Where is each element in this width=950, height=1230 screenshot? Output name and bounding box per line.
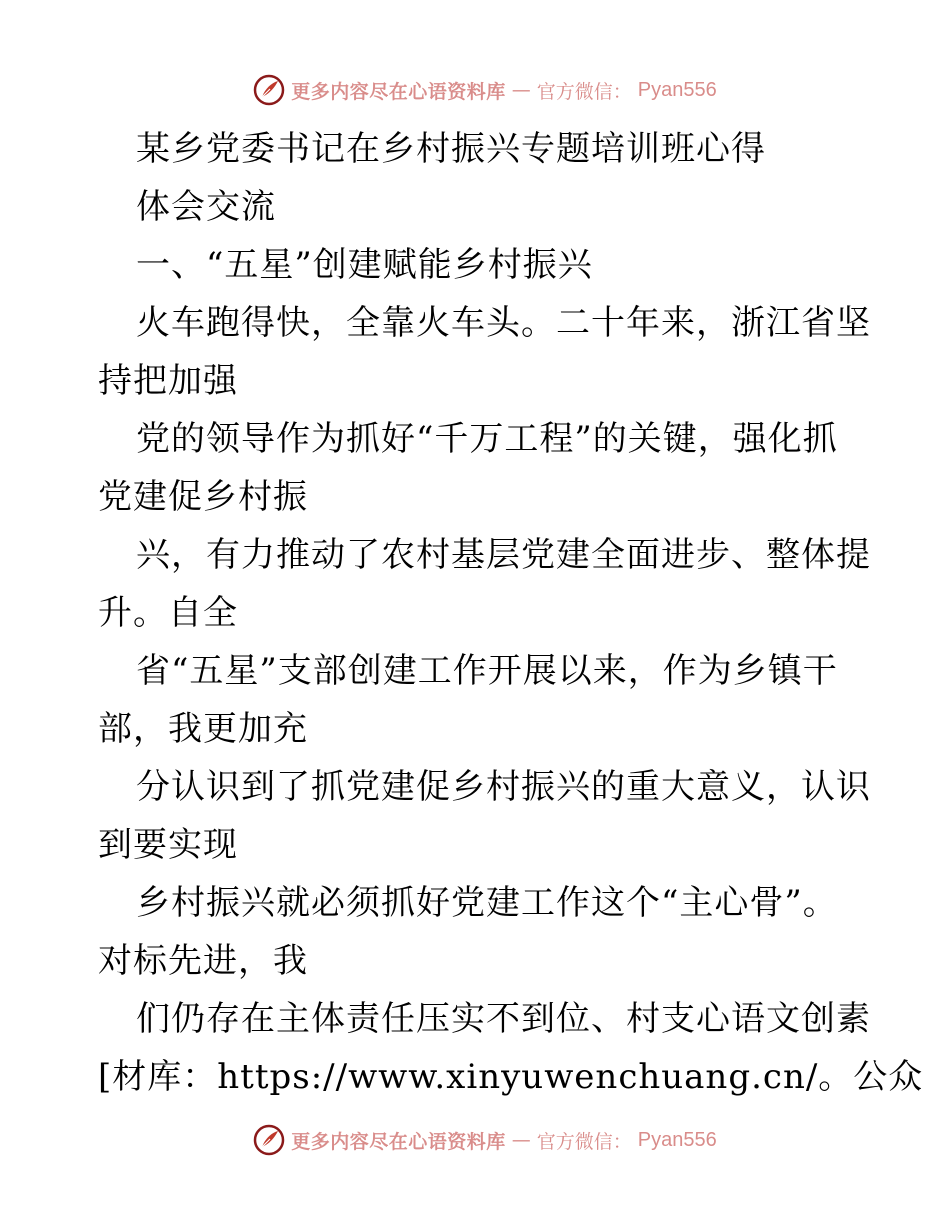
banner-separator: — xyxy=(511,1129,531,1151)
banner-wechat-label: 官方微信： xyxy=(536,1130,632,1153)
footer-banner xyxy=(0,1120,950,1160)
quill-logo-icon xyxy=(253,1124,285,1156)
document-line: 对标先进，我 xyxy=(98,941,308,981)
document-line: 体会交流 xyxy=(136,187,276,227)
document-line: 到要实现 xyxy=(98,825,238,865)
quill-logo-icon xyxy=(253,74,285,106)
header-banner xyxy=(0,70,950,110)
document-line: 乡村振兴就必须抓好党建工作这个“主心骨”。 xyxy=(136,883,838,923)
banner-wechat-id: Pyan556 xyxy=(637,78,717,101)
document-line: 升。自全 xyxy=(98,593,238,633)
document-line: 持把加强 xyxy=(98,361,238,401)
banner-site-name: 更多内容尽在心语资料库 xyxy=(291,1130,506,1153)
banner-wechat-id: Pyan556 xyxy=(637,1128,717,1151)
document-line: 分认识到了抓党建促乡村振兴的重大意义，认识 xyxy=(136,767,871,807)
document-line: [材库：https://www.xinyuwenchuang.cn/。公众 xyxy=(98,1057,924,1097)
document-line: 某乡党委书记在乡村振兴专题培训班心得 xyxy=(136,129,766,169)
document-line: 们仍存在主体责任压实不到位、村支心语文创素 xyxy=(136,999,871,1039)
document-line: 一、“五星”创建赋能乡村振兴 xyxy=(136,245,593,285)
footer-banner-content xyxy=(253,1124,717,1156)
header-banner-content xyxy=(253,74,717,106)
banner-separator: — xyxy=(511,79,531,101)
document-line: 省“五星”支部创建工作开展以来，作为乡镇干 xyxy=(136,651,838,691)
document-line: 兴，有力推动了农村基层党建全面进步、整体提 xyxy=(136,535,871,575)
document-line: 部，我更加充 xyxy=(98,709,308,749)
document-body xyxy=(98,120,924,1106)
document-line: 火车跑得快，全靠火车头。二十年来，浙江省坚 xyxy=(136,303,871,343)
document-line: 党建促乡村振 xyxy=(98,477,308,517)
banner-site-name: 更多内容尽在心语资料库 xyxy=(291,80,506,103)
banner-wechat-label: 官方微信： xyxy=(536,80,632,103)
document-line: 党的领导作为抓好“千万工程”的关键，强化抓 xyxy=(136,419,838,459)
